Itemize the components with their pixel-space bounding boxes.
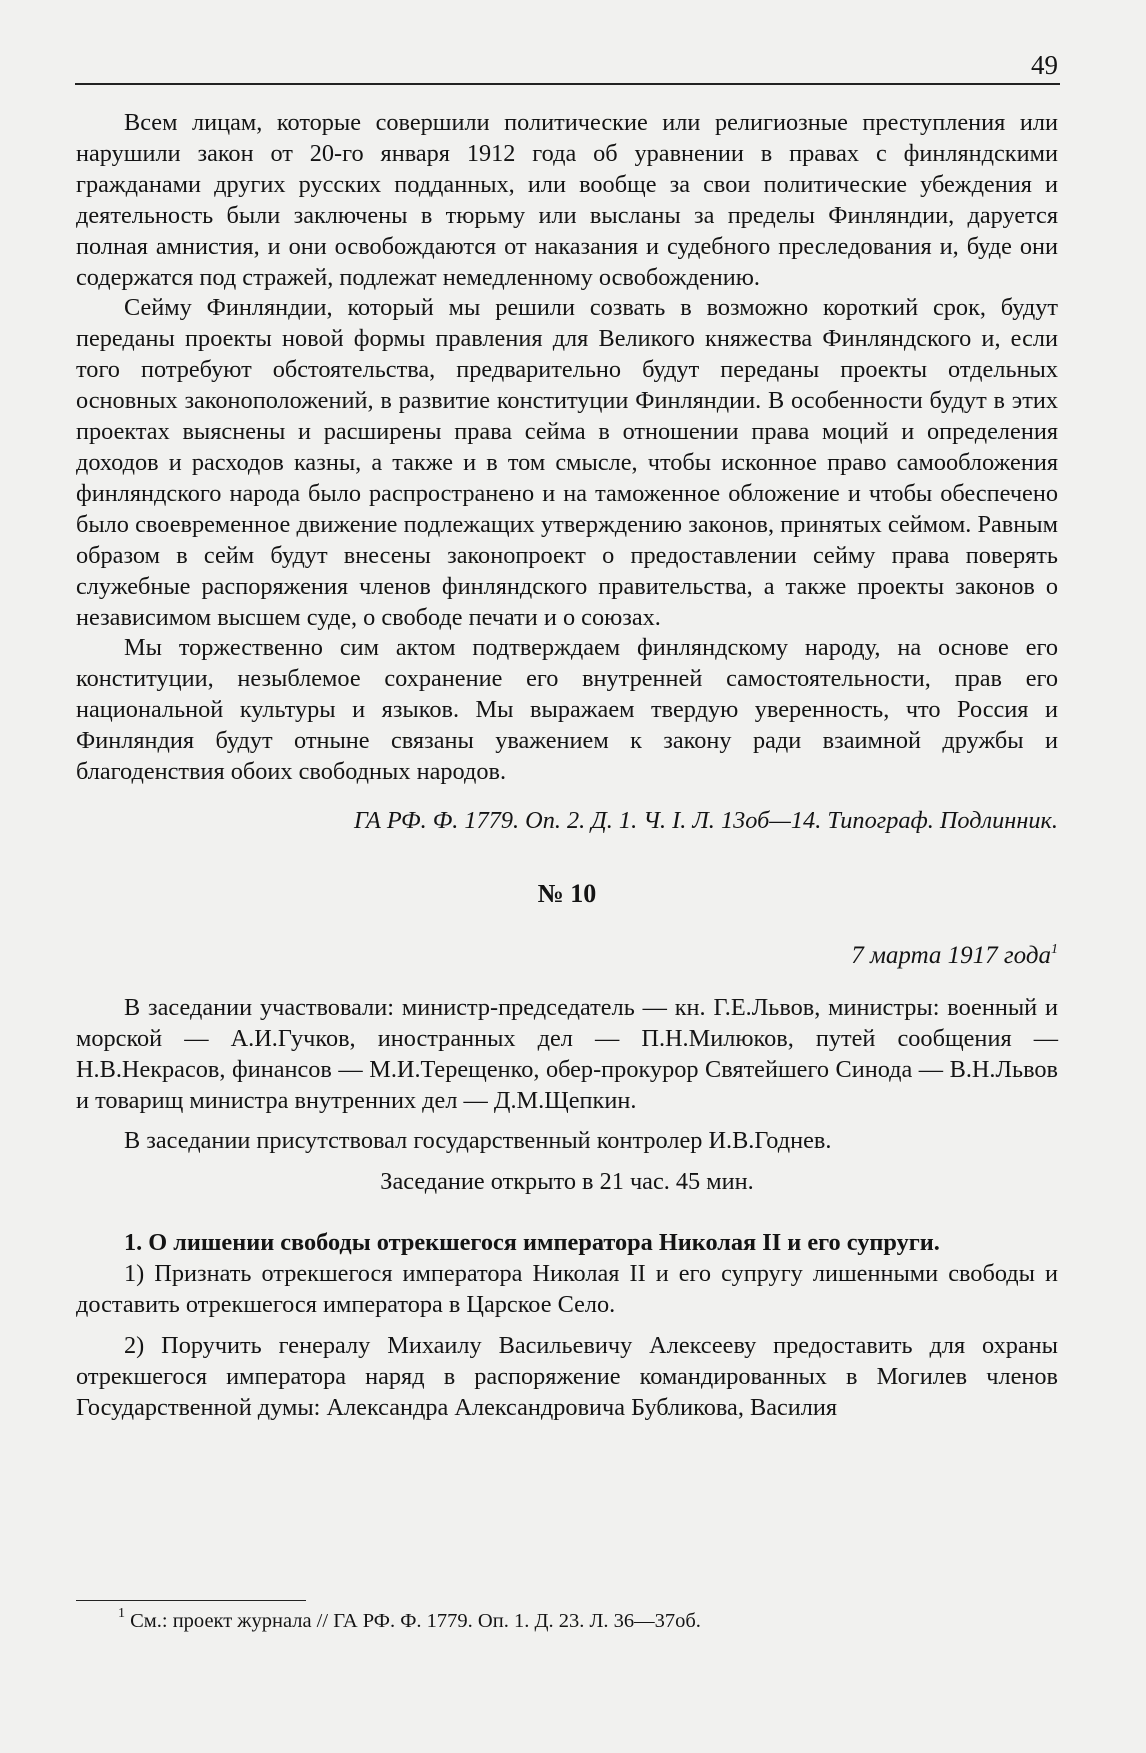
paragraph-amnesty: Всем лицам, которые совершили политические или религиозные преступления или нарушили закон от 20-го января 1912 года об уравнении в правах с финляндскими гражданами других русских подданных, или вообще за свои политические убеждения и деятельность были заключены в тюрьму или высланы за пределы Финляндии, даруется полная амнистия, и они освобождаются от наказания и судебного преследования и, буде они содержатся под стражей, подлежат немедленному освобождению.: [76, 109, 1058, 291]
page-number: 49: [1031, 50, 1058, 80]
footnote-text: См.: проект журнала // ГА РФ. Ф. 1779. Оп. 1. Д. 23. Л. 36—37об.: [130, 1610, 701, 1632]
paragraph-affirmation: Мы торжественно сим актом подтверждаем финляндскому народу, на основе его конституции, незыблемое сохранение его внутренней самостоятельности, прав его национальной культуры и языков. Мы выражаем твердую уверенность, что Россия и Финляндия будут отныне связаны уважением к закону ради взаимной дружбы и благоденствия обоих свободных народов.: [76, 634, 1058, 786]
section-heading: 1. О лишении свободы отрекшегося императора Николая II и его супруги.: [124, 1229, 940, 1257]
header-rule: [75, 83, 1060, 85]
body-text: [76, 108, 1058, 1424]
footnote-rule: [76, 1600, 306, 1601]
resolution-item-2: 2) Поручить генералу Михаилу Васильевичу Алексееву предоставить для охраны отрекшегося императора наряд в распоряжение командированных в Могилев членов Государственной думы: Александра Александровича Бубликова, Василия: [76, 1332, 1058, 1421]
footnote-number: 1: [118, 1606, 125, 1622]
footnote-ref: 1: [1051, 942, 1058, 958]
paragraph-sejm-projects: Сейму Финляндии, который мы решили созвать в возможно короткий срок, будут переданы проекты новой формы правления для Великого княжества Финляндского и, если того потребуют обстоятельства, предварительно будут переданы проекты отдельных основных законоположений, в развитие конституции Финляндии. В особенности будут в этих проектах выяснены и расширены права сейма в отношении права моций и определения доходов и расходов казны, а также и в том смысле, чтобы исконное право самообложения финляндского народа было распространено и на таможенное обложение и чтобы обеспечено было своевременное движение подлежащих утверждению законов, принятых сеймом. Равным образом в сейм будут внесены законопроект о предоставлении сейму права поверять служебные распоряжения членов финляндского правительства, а также проекты законов о независимом высшем суде, о свободе печати и о союзах.: [76, 294, 1058, 631]
opening-time: Заседание открыто в 21 час. 45 мин.: [380, 1168, 754, 1196]
footnote: [118, 1608, 1018, 1634]
document-date-text: 7 марта 1917 года: [851, 941, 1051, 969]
paragraph-participants: В заседании участвовали: министр-председатель — кн. Г.Е.Львов, министры: военный и морской — А.И.Гучков, иностранных дел — П.Н.Милюков, путей сообщения — Н.В.Некрасов, финансов — М.И.Терещенко, обер-прокурор Святейшего Синода — В.Н.Львов и товарищ министра внутренних дел — Д.М.Щепкин.: [76, 993, 1058, 1114]
document-date: [76, 941, 1058, 971]
paragraph-attendee: В заседании присутствовал государственный контролер И.В.Годнев.: [124, 1127, 832, 1155]
resolution-item-1: 1) Признать отрекшегося императора Николая II и его супругу лишенными свободы и доставить отрекшегося императора в Царское Село.: [76, 1260, 1058, 1319]
archival-source: ГА РФ. Ф. 1779. Оп. 2. Д. 1. Ч. I. Л. 13об—14. Типограф. Подлинник.: [353, 806, 1058, 834]
document-number: № 10: [537, 878, 597, 908]
